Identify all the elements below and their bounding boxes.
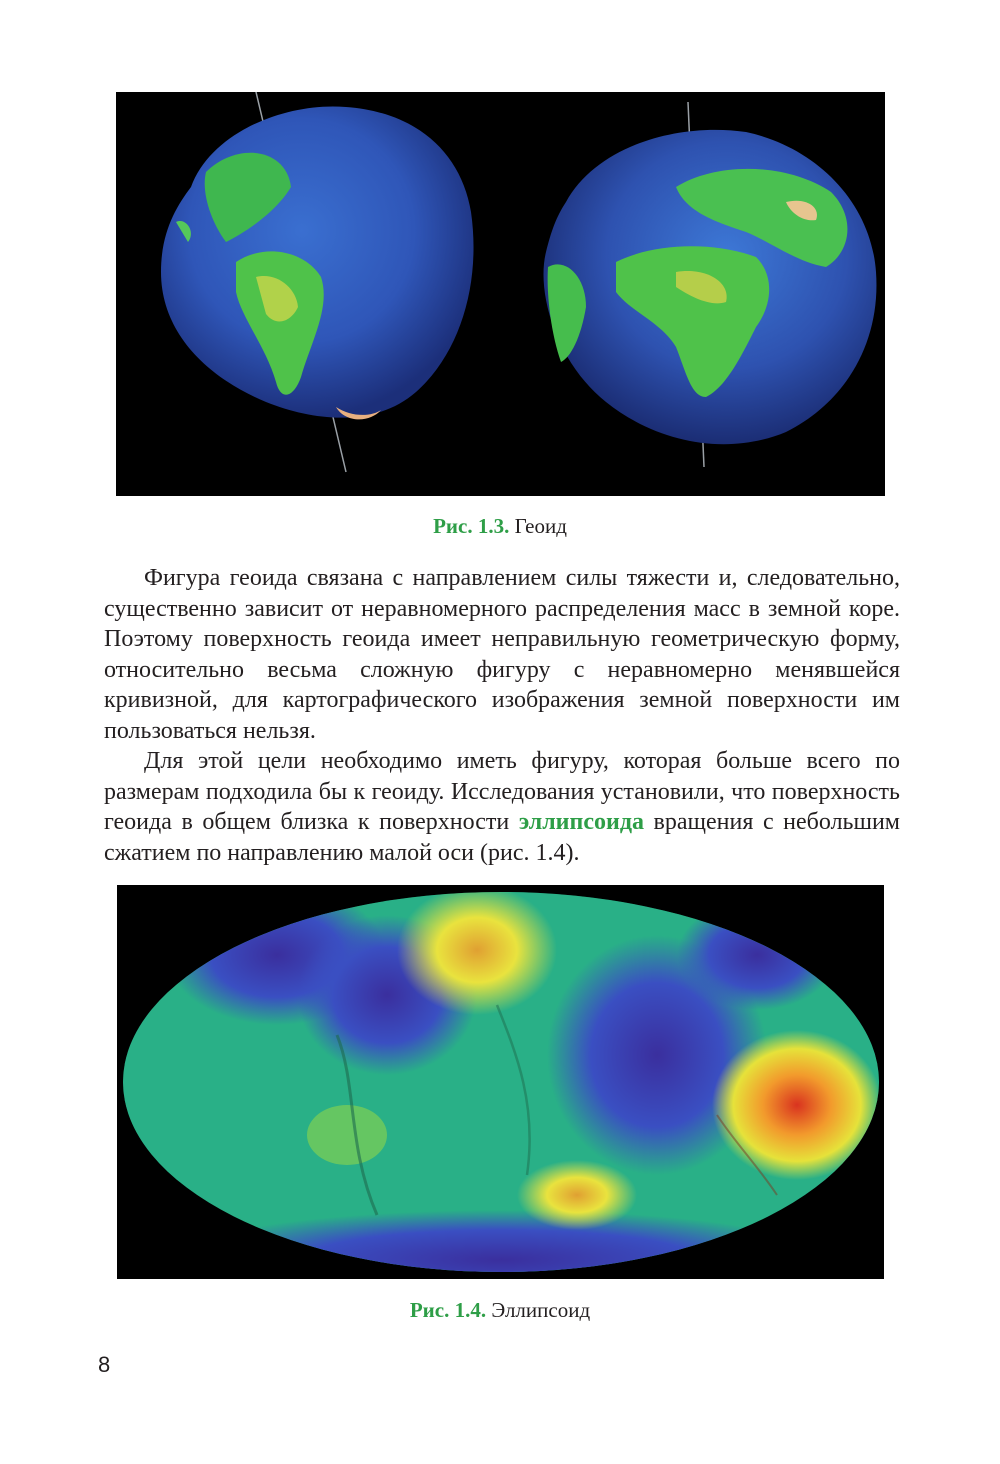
ellipsoid-figure-image <box>117 885 884 1279</box>
body-text <box>104 563 900 868</box>
ellipsoid-term: эллипсоида <box>518 809 644 835</box>
page-number: 8 <box>98 1352 111 1377</box>
figure-1-3-caption <box>0 513 1000 539</box>
figure-1-4-label: Рис. 1.4. <box>409 1298 487 1322</box>
geoid-figure-image <box>116 92 885 496</box>
ellipsoid-map-illustration <box>117 885 884 1279</box>
geoid-globes-illustration <box>116 92 885 496</box>
figure-1-4-title: Эллипсоид <box>491 1298 591 1322</box>
paragraph-2-before: Для этой цели необходимо иметь фигуру, которая больше всего по размерам подходила бы к геоиду. Исследования установили, что поверхность геоида в общем близка к поверхности <box>104 748 900 835</box>
figure-1-3-title: Геоид <box>514 514 567 538</box>
figure-1-4-caption <box>0 1297 1000 1323</box>
paragraph-2-after: вращения с небольшим сжатием по направлению малой оси (рис. 1.4). <box>104 809 900 866</box>
figure-1-3-label: Рис. 1.3. <box>433 514 510 538</box>
paragraph-2 <box>104 746 900 868</box>
paragraph-1: Фигура геоида связана с направлением силы тяжести и, следовательно, существенно зависит от неравномерного распределения масс в земной коре. Поэтому поверхность геоида имеет неправильную геометрическую форму, относительно весьма сложную фигуру с неравномерно менявшейся кривизной, для картографического изображения земной поверхности им пользоваться нельзя. <box>104 565 900 744</box>
